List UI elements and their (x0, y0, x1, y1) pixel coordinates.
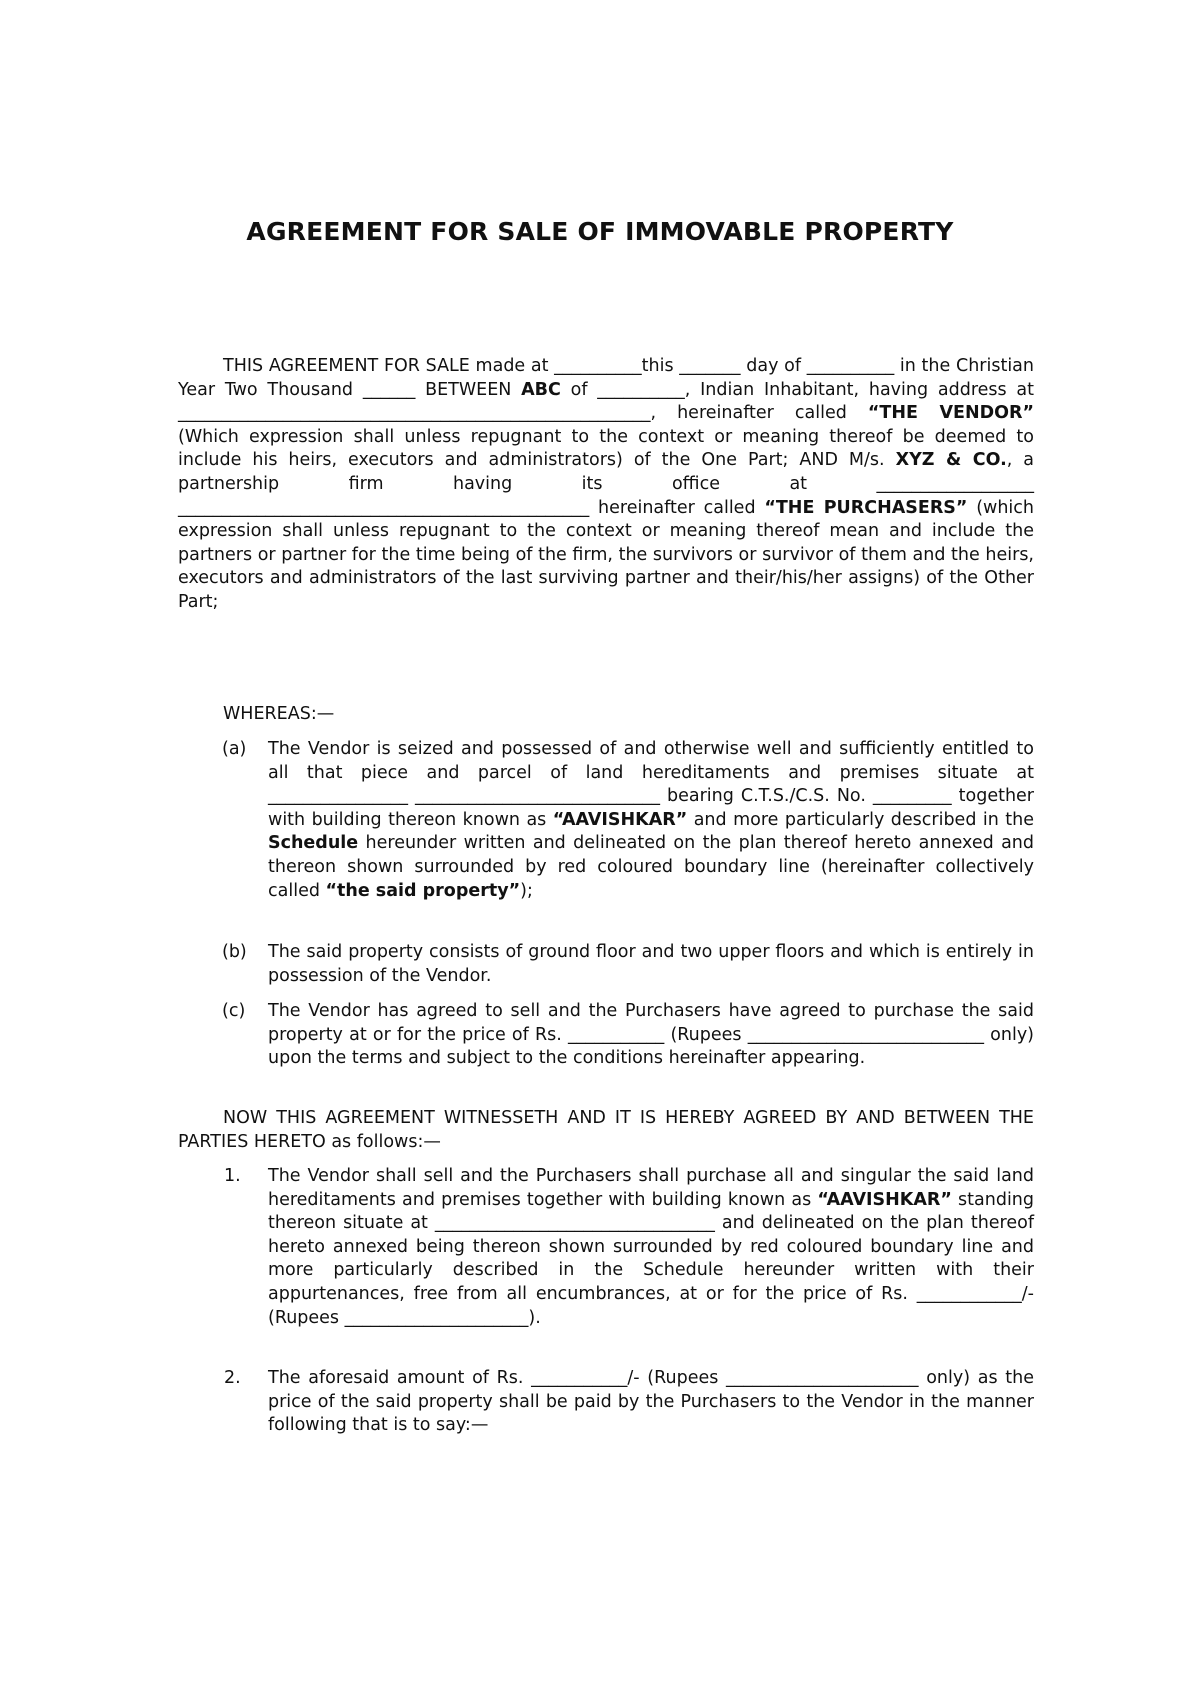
clause-1 (178, 1165, 1034, 1330)
recital-b-text: The said property consists of ground floor and two upper floors and which is entirely in possession of the Vendor. (268, 942, 1034, 986)
building-name: “AAVISHKAR” (552, 809, 688, 830)
intro-text-2: of __________, Indian Inhabitant, having address at ______________________________________________________, hereinafter called (178, 379, 1034, 424)
party-xyz: XYZ & CO. (895, 450, 1007, 471)
building-name: “AAVISHKAR” (817, 1189, 952, 1210)
recital-a (178, 738, 1034, 903)
clause-label: 2. (224, 1368, 241, 1388)
schedule-term: Schedule (268, 833, 359, 854)
document-title: AGREEMENT FOR SALE OF IMMOVABLE PROPERTY (246, 217, 954, 246)
whereas-heading-wrap (178, 703, 1034, 727)
clause-1-text-2: standing thereon situate at ________________________________ and delineated on the plan thereof hereto annexed being thereon shown surrounded by red coloured boundary line and more particularly described in the Schedule hereunder written with their appurtenances, free from all encumbrances, at or for the price of Rs. ____________/- (Rupees _____________________). (268, 1189, 1035, 1328)
witnesseth-paragraph (178, 1107, 1034, 1154)
recital-a-text-2: and more particularly described in the (687, 809, 1034, 830)
purchasers-term: “THE PURCHASERS” (764, 497, 968, 518)
vendor-term: “THE VENDOR” (867, 403, 1035, 424)
clause-2 (178, 1367, 1034, 1438)
recital-label: (b) (222, 942, 247, 962)
recital-b (178, 941, 1034, 988)
recital-a-text-1: The Vendor is seized and possessed of and otherwise well and sufficiently entitled to all that piece and parcel of land hereditaments and premises situate at ________________ ____________________________ bearing C.T.S./C.S. No. _________ together with building thereon known as (268, 739, 1034, 830)
clause-2-text: The aforesaid amount of Rs. ___________/- (Rupees ______________________ only) as the price of the said property shall be paid by the Purchasers to the Vendor in the manner following that is to say:— (268, 1368, 1034, 1436)
recital-a-text-4: ); (520, 880, 533, 901)
witnesseth-text: NOW THIS AGREEMENT WITNESSETH AND IT IS HEREBY AGREED BY AND BETWEEN THE PARTIES HERETO as follows:— (178, 1108, 1034, 1152)
intro-paragraph (178, 355, 1034, 615)
said-property-term: “the said property” (325, 880, 521, 901)
intro-text-3: (Which expression shall unless repugnant to the context or meaning thereof be deemed to include his heirs, executors and administrators) of the One Part; AND M/s. (178, 426, 1034, 471)
intro-text-1: THIS AGREEMENT FOR SALE made at __________this _______ day of __________ in the Christian Year Two Thousand ______ BETWEEN (178, 356, 1034, 400)
clause-label: 1. (224, 1166, 241, 1186)
recital-a-text-3: hereunder written and delineated on the plan thereof hereto annexed and thereon shown surrounded by red coloured boundary line (hereinafter collectively called (268, 833, 1034, 901)
recital-label: (a) (222, 739, 247, 759)
clause-1-text-1: The Vendor shall sell and the Purchasers shall purchase all and singular the said land hereditaments and premises together with building known as (268, 1166, 1034, 1210)
intro-text-4: , a partnership firm having its office at __________________ _______________________________________________ hereinafter called (178, 450, 1034, 518)
whereas-heading: WHEREAS:— (223, 704, 335, 724)
recital-label: (c) (222, 1001, 246, 1021)
recital-c (178, 1000, 1034, 1071)
recital-c-text: The Vendor has agreed to sell and the Purchasers have agreed to purchase the said property at or for the price of Rs. ___________ (Rupees ___________________________ only) upon the terms and subject to the conditions hereinafter appearing. (268, 1001, 1034, 1069)
intro-text-5: (which expression shall unless repugnant to the context or meaning thereof mean and include the partners or partner for the time being of the firm, the survivors or survivor of them and the heirs, executors and administrators of the last surviving partner and their/his/her assigns) of the Other Part; (178, 497, 1035, 612)
party-abc: ABC (521, 379, 561, 400)
